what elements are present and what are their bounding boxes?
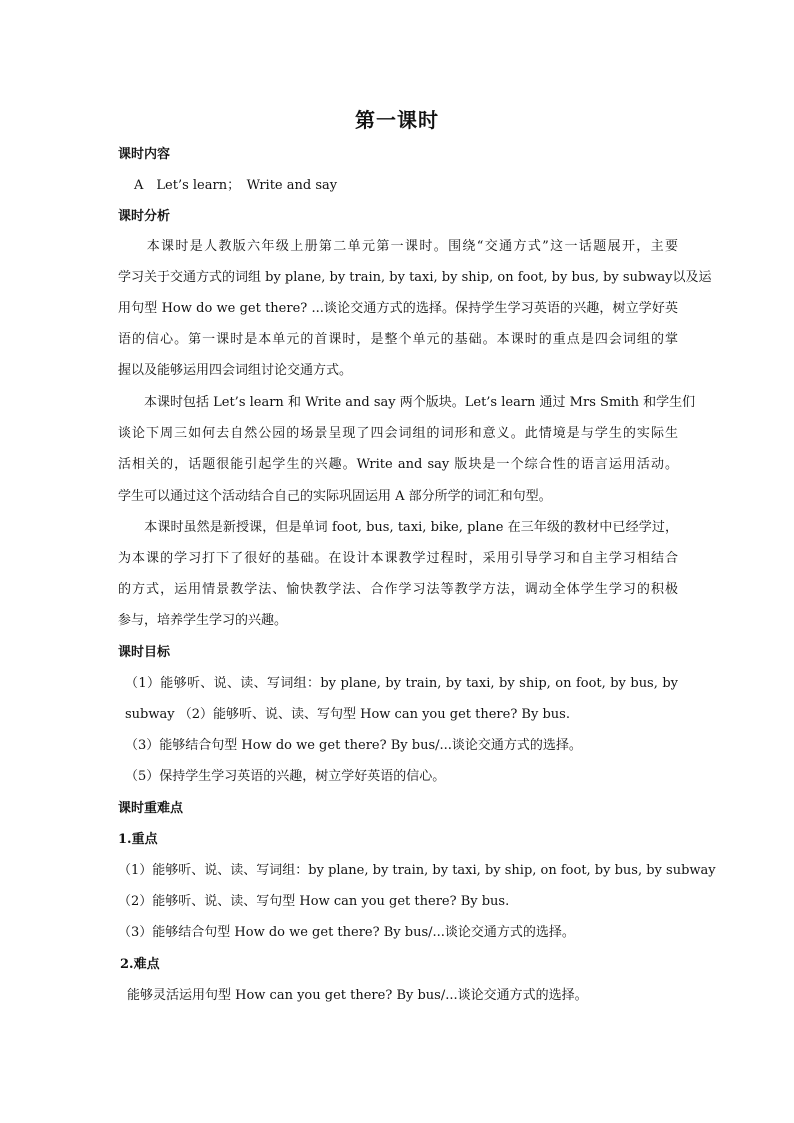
section-heading-content: 课时内容 (118, 147, 171, 162)
key-point-line: （3）能够结合句型 How do we get there? By bus/...谈论交通方式的选择。 (118, 925, 575, 940)
analysis-line: 学生可以通过这个活动结合自己的实际巩固运用 A 部分所学的词汇和句型。 (118, 489, 552, 504)
difficulty-heading: 2.难点 (120, 957, 160, 972)
goal-line: （1）能够听、说、读、写词组：by plane, by train, by taxi, by ship, on foot, by bus, by (125, 676, 678, 691)
analysis-line: 活相关的，话题很能引起学生的兴趣。Write and say 版块是一个综合性的语言运用活动。 (118, 457, 678, 472)
section-heading-goals: 课时目标 (118, 645, 171, 660)
key-points-heading: 1.重点 (118, 832, 158, 847)
analysis-line: 用句型 How do we get there? ...谈论交通方式的选择。保持学生学习英语的兴趣，树立学好英 (118, 301, 678, 316)
goal-line: （3）能够结合句型 How do we get there? By bus/...谈论交通方式的选择。 (125, 738, 582, 753)
analysis-line: 谈论下周三如何去自然公园的场景呈现了四会词组的词形和意义。此情境是与学生的实际生 (118, 426, 678, 441)
goal-line: （5）保持学生学习英语的兴趣，树立学好英语的信心。 (125, 769, 446, 784)
section-heading-analysis: 课时分析 (118, 209, 171, 224)
analysis-line: 语的信心。第一课时是本单元的首课时，是整个单元的基础。本课时的重点是四会词组的掌 (118, 332, 678, 347)
analysis-line: 本课时虽然是新授课，但是单词 foot, bus, taxi, bike, plane 在三年级的教材中已经学过， (118, 520, 678, 535)
content-line: A Let’s learn； Write and say (134, 178, 338, 193)
page-title: 第一课时 (355, 108, 439, 132)
key-point-line: （2）能够听、说、读、写句型 How can you get there? By bus. (118, 894, 510, 909)
difficulty-line: 能够灵活运用句型 How can you get there? By bus/...谈论交通方式的选择。 (127, 988, 588, 1003)
analysis-line: 参与，培养学生学习的兴趣。 (118, 613, 288, 628)
analysis-line: 本课时包括 Let’s learn 和 Write and say 两个版块。Let’s learn 通过 Mrs Smith 和学生们 (118, 395, 696, 410)
analysis-line: 握以及能够运用四会词组讨论交通方式。 (118, 363, 353, 378)
section-heading-focus: 课时重难点 (118, 801, 184, 816)
analysis-line: 学习关于交通方式的词组 by plane, by train, by taxi, by ship, on foot, by bus, by subway以及运 (118, 270, 712, 285)
analysis-line: 的方式，运用情景教学法、愉快教学法、合作学习法等教学方法，调动全体学生学习的积极 (118, 582, 678, 597)
analysis-line: 为本课的学习打下了很好的基础。在设计本课教学过程时，采用引导学习和自主学习相结合 (118, 551, 678, 566)
analysis-line: 本课时是人教版六年级上册第二单元第一课时。围绕“交通方式”这一话题展开，主要 (118, 239, 678, 254)
goal-line: subway （2）能够听、说、读、写句型 How can you get there? By bus. (125, 707, 570, 722)
key-point-line: （1）能够听、说、读、写词组：by plane, by train, by taxi, by ship, on foot, by bus, by subway (118, 863, 716, 878)
